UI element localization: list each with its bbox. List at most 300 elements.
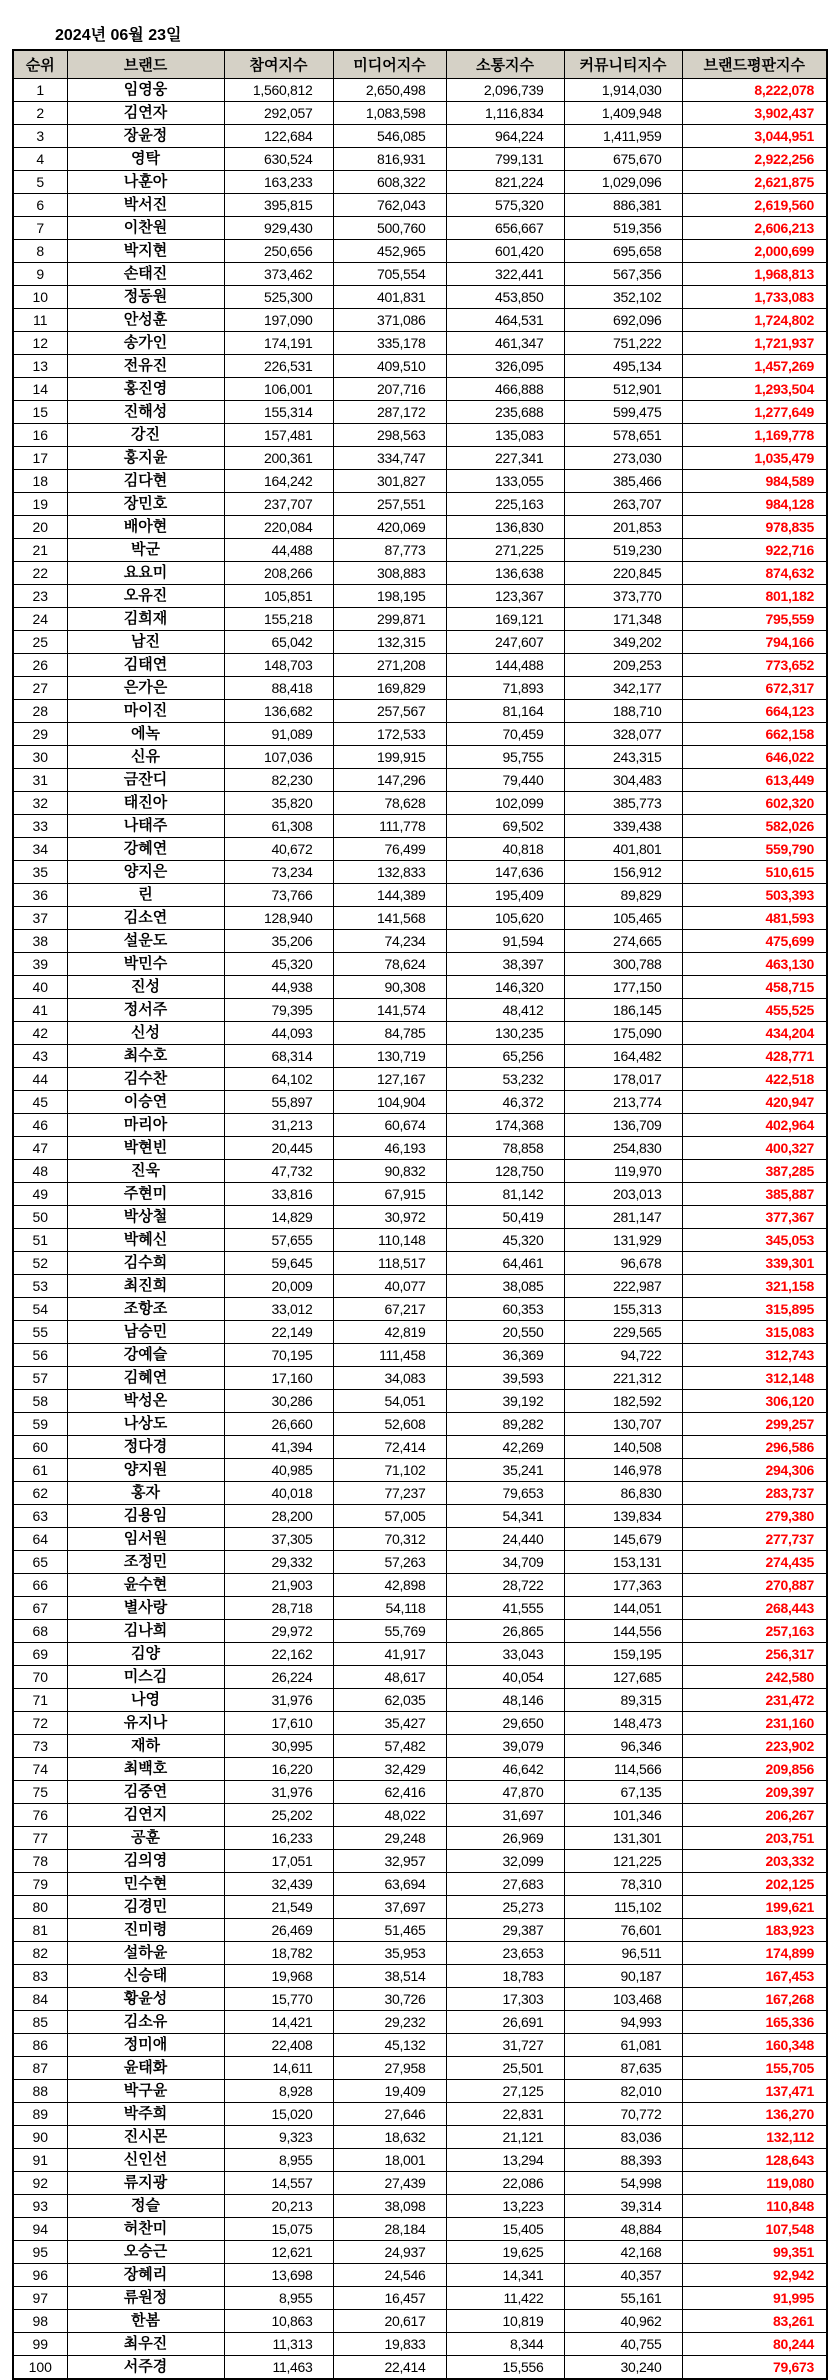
communication-cell: 35,241: [446, 1459, 564, 1482]
total-cell: 3,044,951: [682, 125, 827, 148]
community-cell: 90,187: [564, 1965, 682, 1988]
communication-cell: 78,858: [446, 1137, 564, 1160]
media-cell: 90,832: [333, 1160, 446, 1183]
participation-cell: 47,732: [224, 1160, 333, 1183]
communication-cell: 38,397: [446, 953, 564, 976]
rank-cell: 92: [13, 2172, 67, 2195]
communication-cell: 48,146: [446, 1689, 564, 1712]
communication-cell: 21,121: [446, 2126, 564, 2149]
communication-cell: 81,142: [446, 1183, 564, 1206]
table-row: [13, 1620, 827, 1643]
participation-cell: 9,323: [224, 2126, 333, 2149]
participation-cell: 28,718: [224, 1597, 333, 1620]
brand-cell: 김양: [67, 1643, 224, 1666]
community-cell: 695,658: [564, 240, 682, 263]
total-cell: 1,733,083: [682, 286, 827, 309]
brand-cell: 양지원: [67, 1459, 224, 1482]
rank-cell: 71: [13, 1689, 67, 1712]
rank-cell: 53: [13, 1275, 67, 1298]
rank-cell: 31: [13, 769, 67, 792]
table-row: [13, 792, 827, 815]
brand-cell: 강예슬: [67, 1344, 224, 1367]
community-cell: 103,468: [564, 1988, 682, 2011]
rank-cell: 42: [13, 1022, 67, 1045]
total-cell: 119,080: [682, 2172, 827, 2195]
total-cell: 481,593: [682, 907, 827, 930]
brand-reputation-table: [12, 49, 828, 2380]
participation-cell: 395,815: [224, 194, 333, 217]
brand-cell: 박성온: [67, 1390, 224, 1413]
communication-cell: 60,353: [446, 1298, 564, 1321]
brand-cell: 김혜연: [67, 1367, 224, 1390]
column-header-rank: 순위: [13, 50, 67, 79]
total-cell: 1,968,813: [682, 263, 827, 286]
participation-cell: 40,985: [224, 1459, 333, 1482]
communication-cell: 601,420: [446, 240, 564, 263]
communication-cell: 36,369: [446, 1344, 564, 1367]
media-cell: 41,917: [333, 1643, 446, 1666]
media-cell: 48,022: [333, 1804, 446, 1827]
rank-cell: 8: [13, 240, 67, 263]
media-cell: 35,427: [333, 1712, 446, 1735]
total-cell: 2,619,560: [682, 194, 827, 217]
table-row: [13, 2241, 827, 2264]
brand-cell: 김경민: [67, 1896, 224, 1919]
media-cell: 20,617: [333, 2310, 446, 2333]
communication-cell: 13,223: [446, 2195, 564, 2218]
community-cell: 48,884: [564, 2218, 682, 2241]
brand-cell: 설운도: [67, 930, 224, 953]
participation-cell: 22,162: [224, 1643, 333, 1666]
communication-cell: 128,750: [446, 1160, 564, 1183]
ranking-report-page: [0, 22, 838, 2380]
participation-cell: 14,421: [224, 2011, 333, 2034]
total-cell: 279,380: [682, 1505, 827, 1528]
communication-cell: 575,320: [446, 194, 564, 217]
table-row: [13, 1712, 827, 1735]
community-cell: 385,773: [564, 792, 682, 815]
table-row: [13, 1551, 827, 1574]
brand-cell: 별사랑: [67, 1597, 224, 1620]
participation-cell: 15,770: [224, 1988, 333, 2011]
community-cell: 1,411,959: [564, 125, 682, 148]
participation-cell: 163,233: [224, 171, 333, 194]
brand-cell: 김태연: [67, 654, 224, 677]
participation-cell: 15,020: [224, 2103, 333, 2126]
community-cell: 55,161: [564, 2287, 682, 2310]
media-cell: 271,208: [333, 654, 446, 677]
participation-cell: 26,469: [224, 1919, 333, 1942]
rank-cell: 89: [13, 2103, 67, 2126]
brand-cell: 조항조: [67, 1298, 224, 1321]
table-row: [13, 953, 827, 976]
participation-cell: 64,102: [224, 1068, 333, 1091]
media-cell: 705,554: [333, 263, 446, 286]
media-cell: 67,915: [333, 1183, 446, 1206]
community-cell: 328,077: [564, 723, 682, 746]
participation-cell: 12,621: [224, 2241, 333, 2264]
rank-cell: 10: [13, 286, 67, 309]
brand-cell: 장혜리: [67, 2264, 224, 2287]
media-cell: 18,001: [333, 2149, 446, 2172]
rank-cell: 97: [13, 2287, 67, 2310]
total-cell: 613,449: [682, 769, 827, 792]
rank-cell: 68: [13, 1620, 67, 1643]
rank-cell: 100: [13, 2356, 67, 2380]
total-cell: 206,267: [682, 1804, 827, 1827]
rank-cell: 22: [13, 562, 67, 585]
table-row: [13, 2195, 827, 2218]
brand-cell: 배아현: [67, 516, 224, 539]
communication-cell: 821,224: [446, 171, 564, 194]
participation-cell: 11,463: [224, 2356, 333, 2380]
brand-cell: 에녹: [67, 723, 224, 746]
brand-cell: 민수현: [67, 1873, 224, 1896]
community-cell: 886,381: [564, 194, 682, 217]
communication-cell: 89,282: [446, 1413, 564, 1436]
community-cell: 342,177: [564, 677, 682, 700]
media-cell: 42,898: [333, 1574, 446, 1597]
media-cell: 67,217: [333, 1298, 446, 1321]
community-cell: 101,346: [564, 1804, 682, 1827]
communication-cell: 17,303: [446, 1988, 564, 2011]
media-cell: 147,296: [333, 769, 446, 792]
brand-cell: 손태진: [67, 263, 224, 286]
media-cell: 70,312: [333, 1528, 446, 1551]
rank-cell: 39: [13, 953, 67, 976]
table-row: [13, 1022, 827, 1045]
total-cell: 434,204: [682, 1022, 827, 1045]
rank-cell: 99: [13, 2333, 67, 2356]
brand-cell: 홍진영: [67, 378, 224, 401]
total-cell: 231,160: [682, 1712, 827, 1735]
media-cell: 172,533: [333, 723, 446, 746]
total-cell: 174,899: [682, 1942, 827, 1965]
brand-cell: 김희재: [67, 608, 224, 631]
community-cell: 155,313: [564, 1298, 682, 1321]
table-row: [13, 148, 827, 171]
total-cell: 339,301: [682, 1252, 827, 1275]
brand-cell: 김중연: [67, 1781, 224, 1804]
participation-cell: 122,684: [224, 125, 333, 148]
communication-cell: 18,783: [446, 1965, 564, 1988]
communication-cell: 53,232: [446, 1068, 564, 1091]
community-cell: 352,102: [564, 286, 682, 309]
media-cell: 132,833: [333, 861, 446, 884]
participation-cell: 8,955: [224, 2287, 333, 2310]
participation-cell: 41,394: [224, 1436, 333, 1459]
media-cell: 90,308: [333, 976, 446, 999]
participation-cell: 16,220: [224, 1758, 333, 1781]
media-cell: 546,085: [333, 125, 446, 148]
rank-cell: 35: [13, 861, 67, 884]
communication-cell: 14,341: [446, 2264, 564, 2287]
community-cell: 127,685: [564, 1666, 682, 1689]
media-cell: 334,747: [333, 447, 446, 470]
brand-cell: 최우진: [67, 2333, 224, 2356]
brand-cell: 윤태화: [67, 2057, 224, 2080]
community-cell: 96,346: [564, 1735, 682, 1758]
table-row: [13, 1482, 827, 1505]
participation-cell: 28,200: [224, 1505, 333, 1528]
media-cell: 87,773: [333, 539, 446, 562]
total-cell: 602,320: [682, 792, 827, 815]
communication-cell: 91,594: [446, 930, 564, 953]
brand-cell: 송가인: [67, 332, 224, 355]
total-cell: 922,716: [682, 539, 827, 562]
media-cell: 27,646: [333, 2103, 446, 2126]
rank-cell: 69: [13, 1643, 67, 1666]
media-cell: 60,674: [333, 1114, 446, 1137]
media-cell: 34,083: [333, 1367, 446, 1390]
table-row: [13, 1344, 827, 1367]
participation-cell: 65,042: [224, 631, 333, 654]
participation-cell: 16,233: [224, 1827, 333, 1850]
community-cell: 139,834: [564, 1505, 682, 1528]
participation-cell: 105,851: [224, 585, 333, 608]
communication-cell: 19,625: [446, 2241, 564, 2264]
media-cell: 24,937: [333, 2241, 446, 2264]
participation-cell: 15,075: [224, 2218, 333, 2241]
total-cell: 203,332: [682, 1850, 827, 1873]
community-cell: 221,312: [564, 1367, 682, 1390]
rank-cell: 87: [13, 2057, 67, 2080]
brand-cell: 허찬미: [67, 2218, 224, 2241]
media-cell: 299,871: [333, 608, 446, 631]
table-row: [13, 263, 827, 286]
brand-cell: 신성: [67, 1022, 224, 1045]
communication-cell: 71,893: [446, 677, 564, 700]
communication-cell: 11,422: [446, 2287, 564, 2310]
communication-cell: 247,607: [446, 631, 564, 654]
rank-cell: 84: [13, 1988, 67, 2011]
total-cell: 231,472: [682, 1689, 827, 1712]
participation-cell: 44,938: [224, 976, 333, 999]
communication-cell: 8,344: [446, 2333, 564, 2356]
community-cell: 188,710: [564, 700, 682, 723]
participation-cell: 525,300: [224, 286, 333, 309]
rank-cell: 72: [13, 1712, 67, 1735]
communication-cell: 28,722: [446, 1574, 564, 1597]
media-cell: 130,719: [333, 1045, 446, 1068]
table-row: [13, 309, 827, 332]
participation-cell: 25,202: [224, 1804, 333, 1827]
communication-cell: 26,865: [446, 1620, 564, 1643]
total-cell: 132,112: [682, 2126, 827, 2149]
table-row: [13, 194, 827, 217]
total-cell: 277,737: [682, 1528, 827, 1551]
media-cell: 37,697: [333, 1896, 446, 1919]
brand-cell: 양지은: [67, 861, 224, 884]
table-row: [13, 493, 827, 516]
table-row: [13, 2333, 827, 2356]
community-cell: 146,978: [564, 1459, 682, 1482]
brand-cell: 장윤정: [67, 125, 224, 148]
brand-cell: 최수호: [67, 1045, 224, 1068]
total-cell: 377,367: [682, 1206, 827, 1229]
participation-cell: 21,903: [224, 1574, 333, 1597]
table-row: [13, 1873, 827, 1896]
total-cell: 385,887: [682, 1183, 827, 1206]
total-cell: 274,435: [682, 1551, 827, 1574]
community-cell: 495,134: [564, 355, 682, 378]
communication-cell: 79,440: [446, 769, 564, 792]
communication-cell: 50,419: [446, 1206, 564, 1229]
media-cell: 24,546: [333, 2264, 446, 2287]
community-cell: 567,356: [564, 263, 682, 286]
table-row: [13, 539, 827, 562]
participation-cell: 929,430: [224, 217, 333, 240]
media-cell: 111,458: [333, 1344, 446, 1367]
participation-cell: 220,084: [224, 516, 333, 539]
brand-cell: 서주경: [67, 2356, 224, 2380]
rank-cell: 28: [13, 700, 67, 723]
total-cell: 2,606,213: [682, 217, 827, 240]
communication-cell: 46,372: [446, 1091, 564, 1114]
community-cell: 373,770: [564, 585, 682, 608]
communication-cell: 15,556: [446, 2356, 564, 2380]
table-row: [13, 1275, 827, 1298]
community-cell: 96,678: [564, 1252, 682, 1275]
table-row: [13, 1045, 827, 1068]
table-row: [13, 1252, 827, 1275]
community-cell: 1,029,096: [564, 171, 682, 194]
total-cell: 984,128: [682, 493, 827, 516]
brand-cell: 신유: [67, 746, 224, 769]
brand-cell: 김수찬: [67, 1068, 224, 1091]
table-row: [13, 424, 827, 447]
rank-cell: 16: [13, 424, 67, 447]
media-cell: 452,965: [333, 240, 446, 263]
community-cell: 78,310: [564, 1873, 682, 1896]
total-cell: 672,317: [682, 677, 827, 700]
brand-cell: 설하윤: [67, 1942, 224, 1965]
community-cell: 61,081: [564, 2034, 682, 2057]
participation-cell: 79,395: [224, 999, 333, 1022]
media-cell: 104,904: [333, 1091, 446, 1114]
participation-cell: 44,093: [224, 1022, 333, 1045]
participation-cell: 8,928: [224, 2080, 333, 2103]
brand-cell: 진시몬: [67, 2126, 224, 2149]
community-cell: 599,475: [564, 401, 682, 424]
community-cell: 131,929: [564, 1229, 682, 1252]
brand-cell: 최백호: [67, 1758, 224, 1781]
rank-cell: 33: [13, 815, 67, 838]
media-cell: 84,785: [333, 1022, 446, 1045]
total-cell: 510,615: [682, 861, 827, 884]
rank-cell: 9: [13, 263, 67, 286]
total-cell: 387,285: [682, 1160, 827, 1183]
media-cell: 127,167: [333, 1068, 446, 1091]
participation-cell: 630,524: [224, 148, 333, 171]
total-cell: 92,942: [682, 2264, 827, 2287]
communication-cell: 964,224: [446, 125, 564, 148]
community-cell: 186,145: [564, 999, 682, 1022]
rank-cell: 83: [13, 1965, 67, 1988]
table-row: [13, 102, 827, 125]
community-cell: 519,356: [564, 217, 682, 240]
communication-cell: 95,755: [446, 746, 564, 769]
rank-cell: 30: [13, 746, 67, 769]
total-cell: 773,652: [682, 654, 827, 677]
rank-cell: 85: [13, 2011, 67, 2034]
communication-cell: 64,461: [446, 1252, 564, 1275]
rank-cell: 2: [13, 102, 67, 125]
brand-cell: 공훈: [67, 1827, 224, 1850]
community-cell: 220,845: [564, 562, 682, 585]
community-cell: 115,102: [564, 1896, 682, 1919]
media-cell: 199,915: [333, 746, 446, 769]
total-cell: 402,964: [682, 1114, 827, 1137]
community-cell: 86,830: [564, 1482, 682, 1505]
community-cell: 94,993: [564, 2011, 682, 2034]
rank-cell: 21: [13, 539, 67, 562]
media-cell: 42,819: [333, 1321, 446, 1344]
rank-cell: 94: [13, 2218, 67, 2241]
media-cell: 52,608: [333, 1413, 446, 1436]
community-cell: 175,090: [564, 1022, 682, 1045]
communication-cell: 26,691: [446, 2011, 564, 2034]
table-row: [13, 1114, 827, 1137]
participation-cell: 22,408: [224, 2034, 333, 2057]
media-cell: 48,617: [333, 1666, 446, 1689]
communication-cell: 130,235: [446, 1022, 564, 1045]
total-cell: 202,125: [682, 1873, 827, 1896]
participation-cell: 13,698: [224, 2264, 333, 2287]
table-row: [13, 378, 827, 401]
table-row: [13, 1206, 827, 1229]
total-cell: 1,293,504: [682, 378, 827, 401]
table-row: [13, 286, 827, 309]
participation-cell: 200,361: [224, 447, 333, 470]
rank-cell: 86: [13, 2034, 67, 2057]
communication-cell: 13,294: [446, 2149, 564, 2172]
column-header-total: 브랜드평판지수: [682, 50, 827, 79]
community-cell: 114,566: [564, 1758, 682, 1781]
rank-cell: 81: [13, 1919, 67, 1942]
table-row: [13, 79, 827, 102]
table-row: [13, 1942, 827, 1965]
brand-cell: 류지광: [67, 2172, 224, 2195]
brand-cell: 김의영: [67, 1850, 224, 1873]
rank-cell: 50: [13, 1206, 67, 1229]
communication-cell: 271,225: [446, 539, 564, 562]
community-cell: 254,830: [564, 1137, 682, 1160]
communication-cell: 70,459: [446, 723, 564, 746]
total-cell: 400,327: [682, 1137, 827, 1160]
communication-cell: 69,502: [446, 815, 564, 838]
brand-cell: 박군: [67, 539, 224, 562]
media-cell: 141,574: [333, 999, 446, 1022]
communication-cell: 39,593: [446, 1367, 564, 1390]
table-row: [13, 677, 827, 700]
rank-cell: 15: [13, 401, 67, 424]
communication-cell: 39,192: [446, 1390, 564, 1413]
table-body: [13, 79, 827, 2380]
media-cell: 401,831: [333, 286, 446, 309]
table-row: [13, 1689, 827, 1712]
brand-cell: 미스김: [67, 1666, 224, 1689]
community-cell: 145,679: [564, 1528, 682, 1551]
communication-cell: 466,888: [446, 378, 564, 401]
table-row: [13, 1758, 827, 1781]
community-cell: 401,801: [564, 838, 682, 861]
media-cell: 144,389: [333, 884, 446, 907]
participation-cell: 19,968: [224, 1965, 333, 1988]
communication-cell: 656,667: [446, 217, 564, 240]
media-cell: 78,628: [333, 792, 446, 815]
rank-cell: 67: [13, 1597, 67, 1620]
